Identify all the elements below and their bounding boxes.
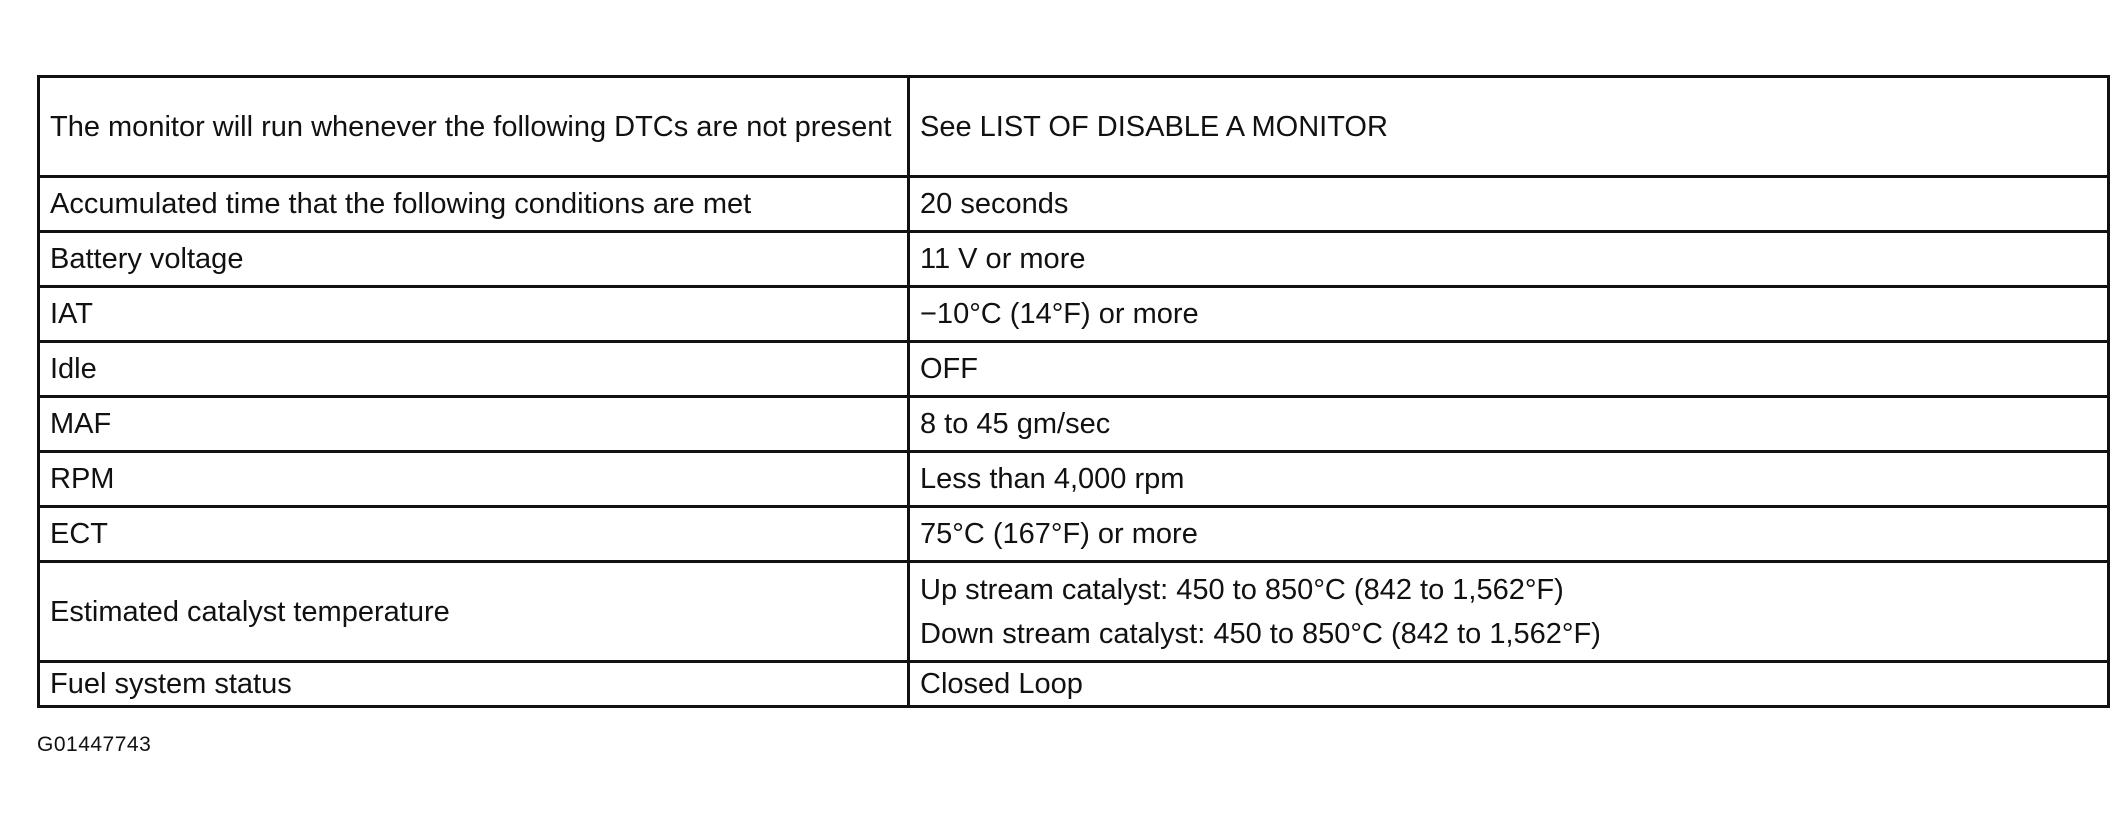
- condition-label: The monitor will run whenever the following DTCs are not present: [39, 77, 909, 177]
- table-row: [39, 287, 2109, 342]
- table-row: [39, 232, 2109, 287]
- condition-label: RPM: [39, 452, 909, 507]
- table-row: [39, 397, 2109, 452]
- condition-value: See LIST OF DISABLE A MONITOR: [909, 77, 2109, 177]
- table-row: [39, 452, 2109, 507]
- condition-value: 20 seconds: [909, 177, 2109, 232]
- condition-value: 8 to 45 gm/sec: [909, 397, 2109, 452]
- condition-value: 75°C (167°F) or more: [909, 507, 2109, 562]
- condition-label: Idle: [39, 342, 909, 397]
- condition-label: Accumulated time that the following conditions are met: [39, 177, 909, 232]
- downstream-catalyst-temp: Down stream catalyst: 450 to 850°C (842 to 1,562°F): [920, 617, 1601, 650]
- upstream-catalyst-temp: Up stream catalyst: 450 to 850°C (842 to 1,562°F): [920, 573, 1564, 606]
- condition-value: −10°C (14°F) or more: [909, 287, 2109, 342]
- monitor-conditions-table: [37, 75, 2110, 708]
- condition-label: IAT: [39, 287, 909, 342]
- condition-value: 11 V or more: [909, 232, 2109, 287]
- condition-label: ECT: [39, 507, 909, 562]
- condition-value: Less than 4,000 rpm: [909, 452, 2109, 507]
- condition-value: [909, 562, 2109, 662]
- table-row: [39, 177, 2109, 232]
- condition-label: MAF: [39, 397, 909, 452]
- table-row: [39, 342, 2109, 397]
- condition-label: Estimated catalyst temperature: [39, 562, 909, 662]
- table-row: [39, 662, 2109, 707]
- table-row: [39, 562, 2109, 662]
- table-row: [39, 507, 2109, 562]
- figure-id: G01447743: [37, 733, 152, 756]
- table-row: [39, 77, 2109, 177]
- condition-value: OFF: [909, 342, 2109, 397]
- condition-value: Closed Loop: [909, 662, 2109, 707]
- condition-label: Fuel system status: [39, 662, 909, 707]
- condition-label: Battery voltage: [39, 232, 909, 287]
